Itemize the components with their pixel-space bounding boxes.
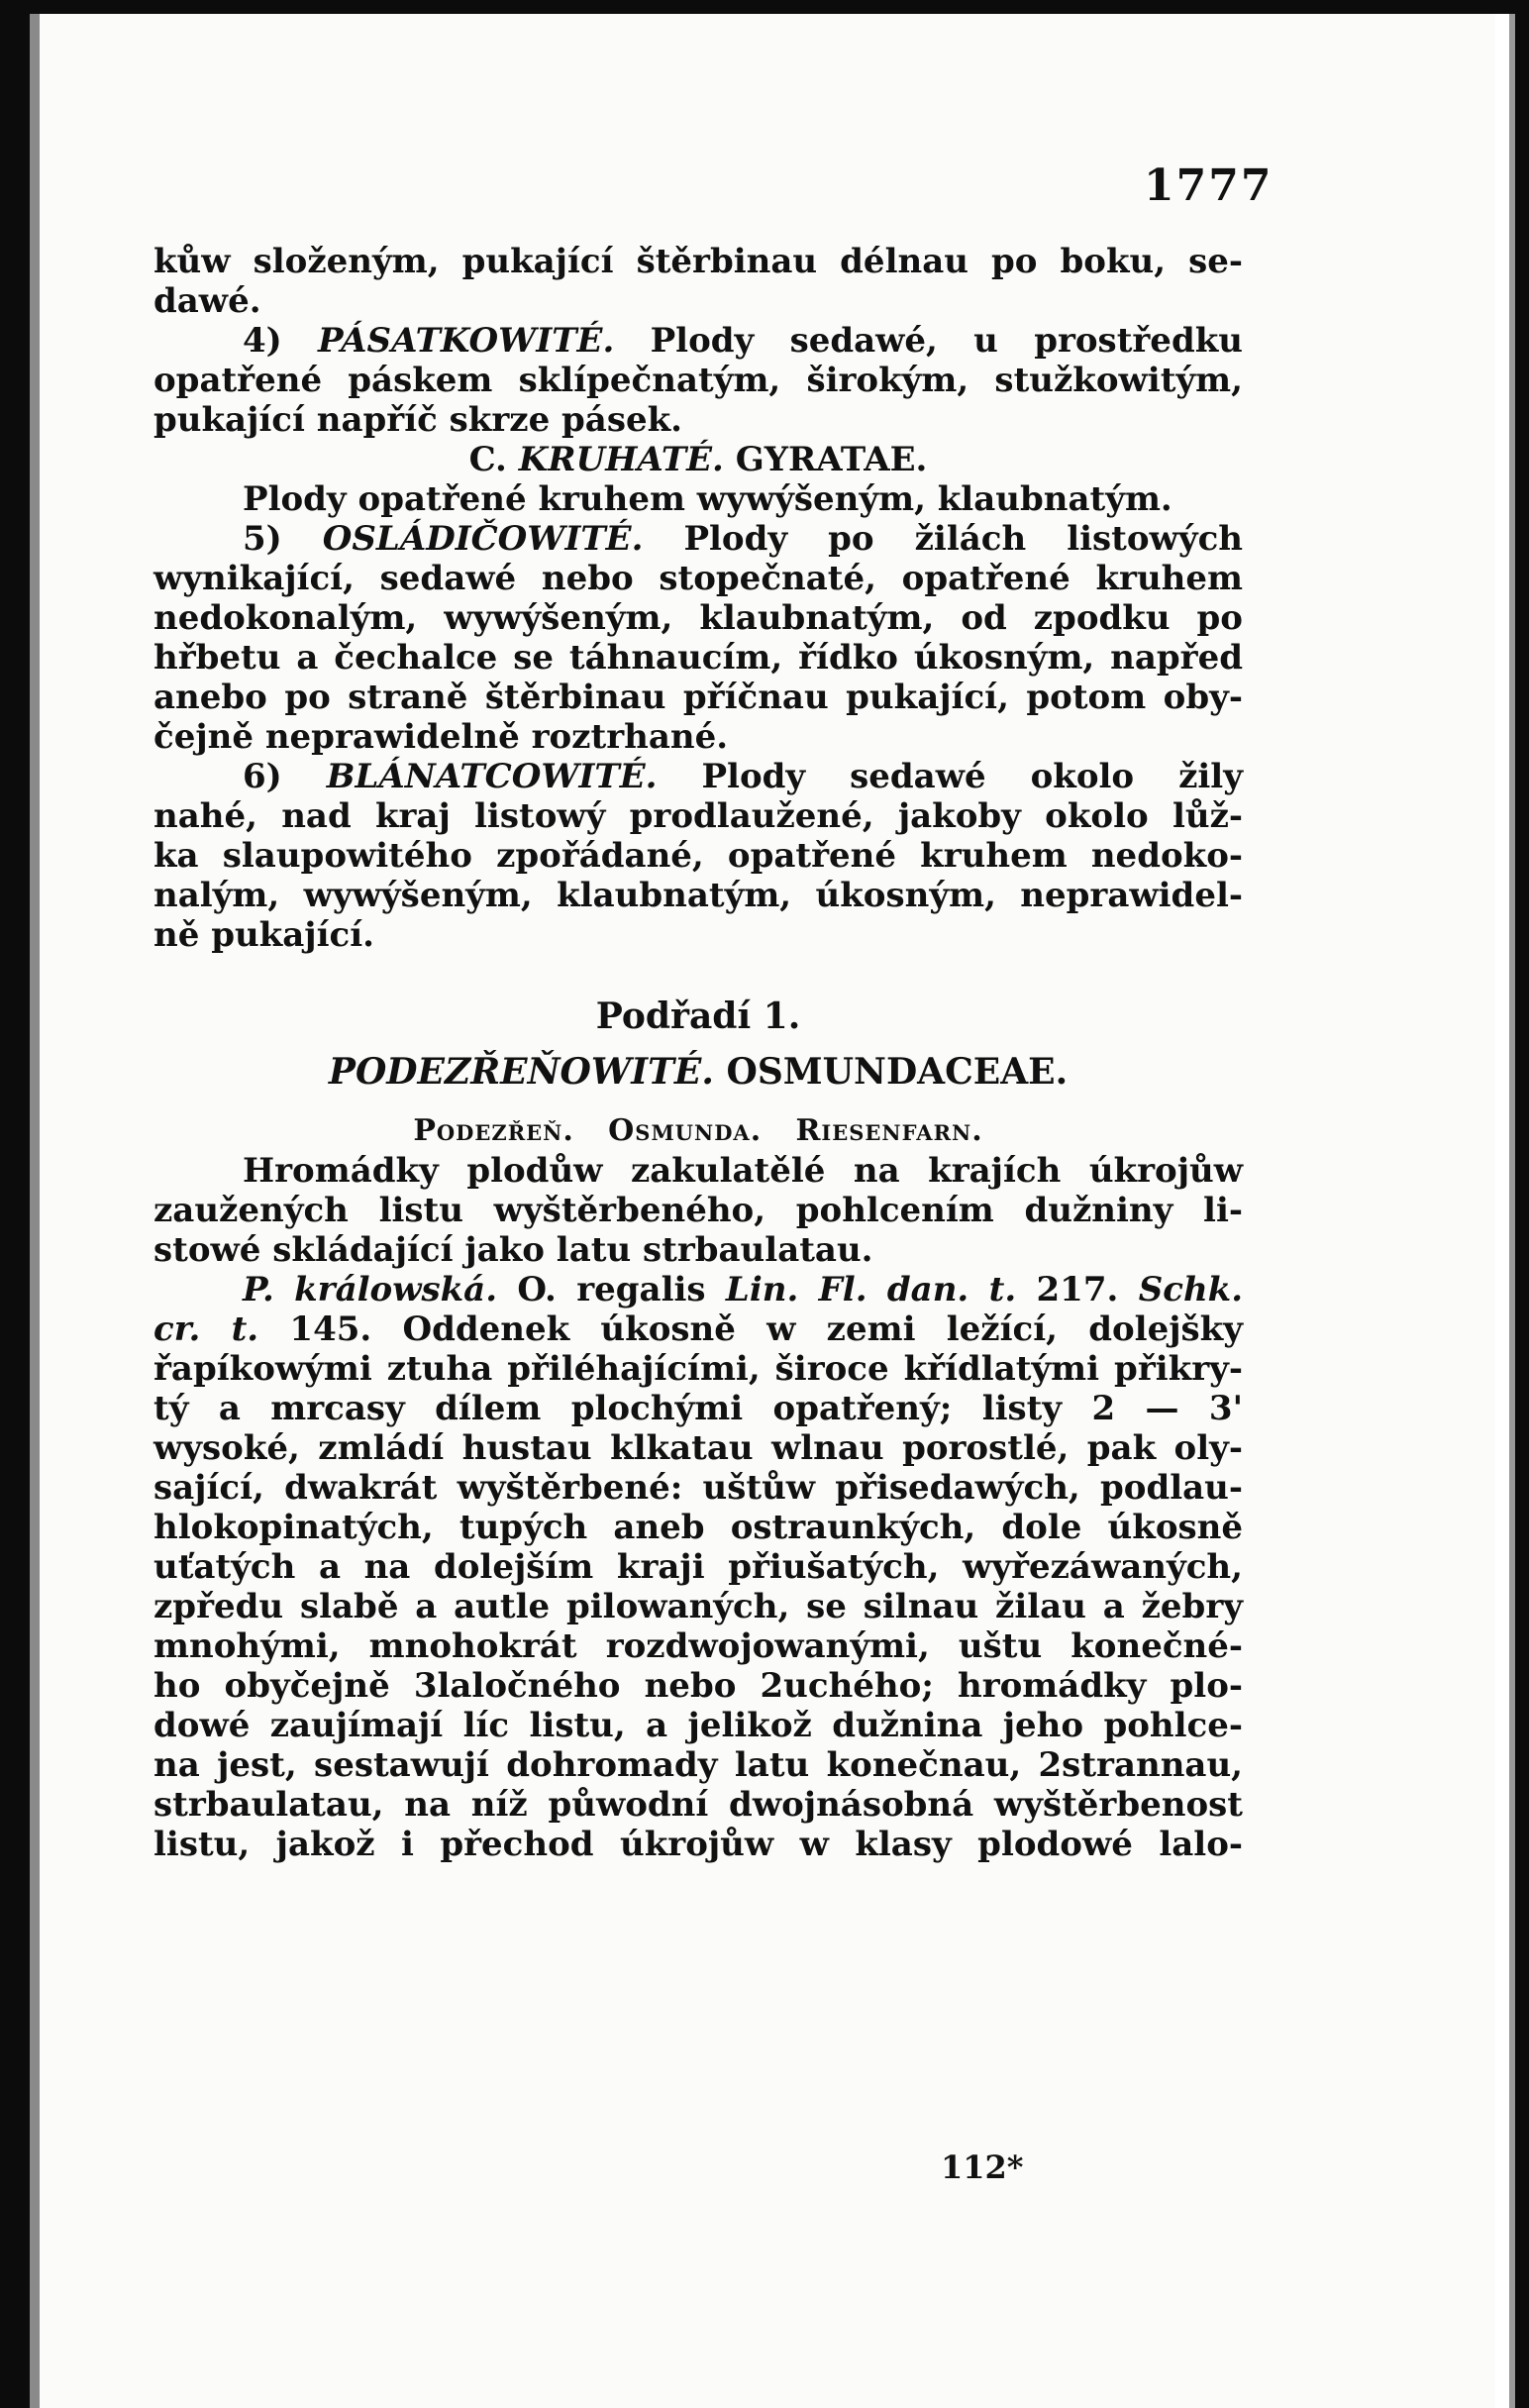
text-line: na jest, sestawují dohromady latu konečnau, 2strannau, [153, 1745, 1243, 1785]
taxon-term: PÁSATKOWITÉ. [318, 321, 615, 361]
text-line: čejně neprawidelně roztrhané. [153, 717, 729, 757]
page-text [153, 242, 1243, 1864]
spacer [153, 1092, 1243, 1111]
text-line: kůw složeným, pukající štěrbinau délnau po boku, se- [153, 242, 1243, 281]
citation: cr. t. [153, 1309, 259, 1349]
item-number: 4) [243, 321, 282, 361]
text-line: anebo po straně štěrbinau příčnau pukající, potom oby- [153, 678, 1243, 717]
citation: Fl. dan. t. [818, 1270, 1017, 1309]
text-line: řapíkowými ztuha přiléhajícími, široce křídlatými přikry- [153, 1349, 1243, 1389]
text-line: mnohými, mnohokrát rozdwojowanými, uštu konečné- [153, 1626, 1243, 1666]
page-edge-left [30, 14, 40, 2408]
text-line: tý a mrcasy dílem plochými opatřený; listy 2 — 3' [153, 1389, 1243, 1428]
item-number: 5) [243, 519, 282, 559]
spacer [153, 1036, 1243, 1052]
text-line: opatřené páskem sklípečnatým, širokým, stužkowitým, [153, 361, 1243, 400]
latin-term: GYRATAE. [735, 440, 928, 479]
suborder-heading: Podřadí 1. [595, 995, 801, 1037]
text-fragment: Plody po žilách listowých [683, 519, 1244, 559]
text-line: nahé, nad kraj listowý prodlaužené, jakoby okolo lůž- [153, 796, 1243, 836]
taxon-term: BLÁNATCOWITÉ. [326, 757, 658, 796]
text-line: dowé zaujímají líc listu, a jelikož dužnina jeho pohlce- [153, 1706, 1243, 1745]
text-fragment: 145. Oddenek úkosně w zemi ležící, dolejšky [289, 1309, 1243, 1349]
text-line: ně pukající. [153, 915, 374, 955]
text-line: Hromádky plodůw zakulatělé na krajích úkrojůw [243, 1151, 1243, 1191]
text-line: ka slaupowitého zpořádané, opatřené kruhem nedoko- [153, 836, 1243, 876]
text-line: nalým, wywýšeným, klaubnatým, úkosným, neprawidel- [153, 876, 1243, 915]
text-line: hřbetu a čechalce se táhnaucím, řídko úkosným, napřed [153, 638, 1243, 678]
text-line: dawé. [153, 281, 261, 321]
text-line: nedokonalým, wywýšeným, klaubnatým, od zpodku po [153, 598, 1243, 638]
text-line: wysoké, zmládí hustau klkatau wlnau porostlé, pak oly- [153, 1428, 1243, 1468]
text-fragment: Plody sedawé okolo žily [701, 757, 1243, 796]
text-line: Plody opatřené kruhem wywýšeným, klaubnatým. [243, 479, 1172, 519]
signature-mark: 112* [941, 2148, 1024, 2186]
latin-name: O. regalis [517, 1270, 706, 1309]
text-line: ho obyčejně 3laločného nebo 2uchého; hromádky plo- [153, 1666, 1243, 1706]
page-number: 1777 [1144, 160, 1274, 211]
text-line [153, 321, 1243, 361]
taxon-term: PODEZŘEŇOWITÉ. [328, 1051, 714, 1093]
text-line: uťatých a na dolejším kraji přiušatých, wyřezáwaných, [153, 1547, 1243, 1587]
text-line: zaužených listu wyštěrbeného, pohlcením dužniny li- [153, 1191, 1243, 1230]
item-number: 6) [243, 757, 282, 796]
text-line [153, 757, 1243, 796]
taxon-term: OSLÁDIČOWITÉ. [322, 519, 644, 559]
citation: Schk. [1138, 1270, 1244, 1309]
text-line: hlokopinatých, tupých aneb ostraunkých, dole úkosně [153, 1508, 1243, 1547]
genus-heading: Podezřeň. Osmunda. Riesenfarn. [413, 1113, 983, 1148]
book-page [40, 14, 1495, 2408]
text-line: strbaulatau, na níž půwodní dwojnásobná wyštěrbenost [153, 1785, 1243, 1825]
scan-border-right [1515, 0, 1529, 2408]
spacer [153, 955, 1243, 996]
species-name: P. králowská. [243, 1270, 498, 1309]
text-line: wynikající, sedawé nebo stopečnaté, opatřené kruhem [153, 559, 1243, 598]
text-line [153, 1270, 1243, 1309]
latin-term: OSMUNDACEAE. [726, 1051, 1069, 1093]
page-edge-right [1509, 14, 1515, 2408]
text-line: sající, dwakrát wyštěrbené: uštůw přisedawých, podlau- [153, 1468, 1243, 1508]
taxon-term: KRUHATÉ. [518, 440, 724, 479]
text-line [153, 1309, 1243, 1349]
text-line [153, 519, 1243, 559]
section-heading [153, 440, 1243, 479]
text-fragment: Plody sedawé, u prostředku [650, 321, 1243, 361]
scan-border-top [0, 0, 1529, 14]
text-line: listu, jakož i přechod úkrojůw w klasy plodowé lalo- [153, 1825, 1243, 1864]
scan-border-left [0, 0, 30, 2408]
citation: Lin. [725, 1270, 799, 1309]
text-line: zpředu slabě a autle pilowaných, se silnau žilau a žebry [153, 1587, 1243, 1626]
text-line: pukající napříč skrze pásek. [153, 400, 683, 440]
citation-number: 217. [1036, 1270, 1119, 1309]
family-heading [153, 1052, 1243, 1092]
text-line: stowé skládající jako latu strbaulatau. [153, 1230, 873, 1270]
section-letter: C. [468, 440, 507, 479]
